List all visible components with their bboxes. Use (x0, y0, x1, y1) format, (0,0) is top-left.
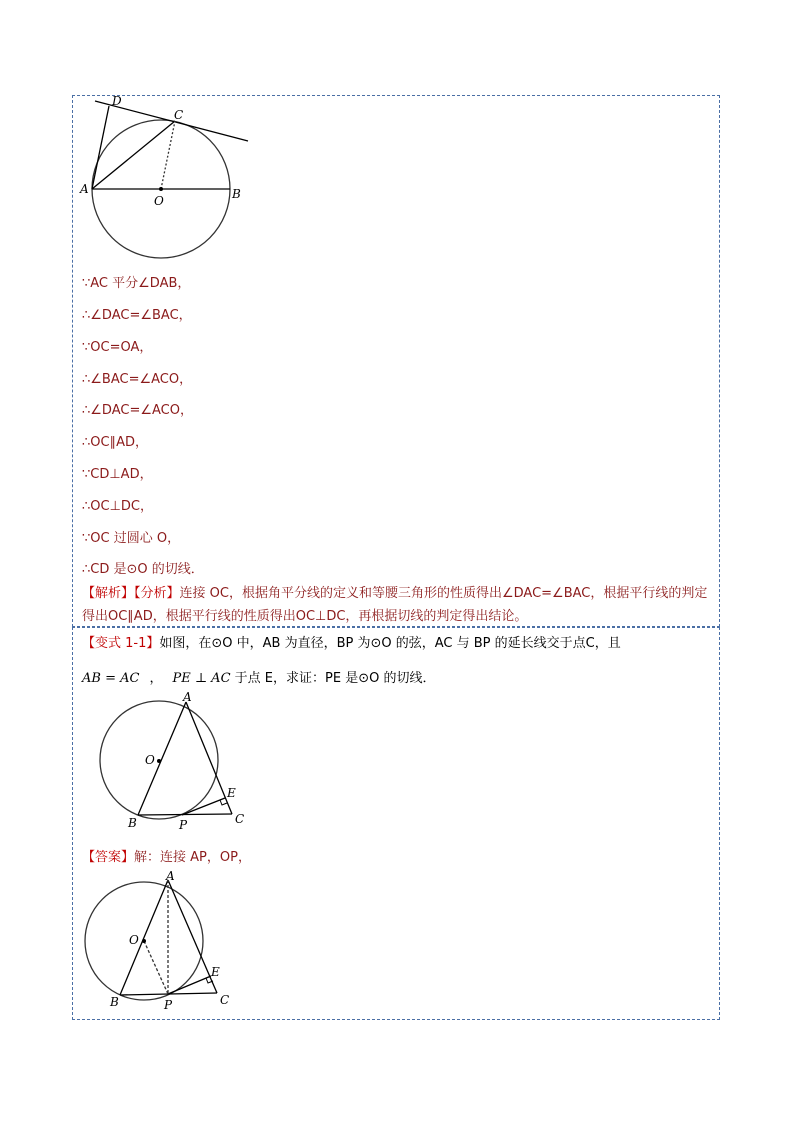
math-ab-ac: AB = AC (82, 671, 140, 686)
variant-line-1: 如图，在⊙O 中，AB 为直径，BP 为⊙O 的弦，AC 与 BP 的延长线交于点C，且 (159, 636, 621, 651)
solution-line-9: ∵OC 过圆心 O， (82, 531, 181, 546)
variant-line-2: AB = AC ， PE ⊥ AC 于点 E，求证：PE 是⊙O 的切线． (82, 671, 436, 686)
solution-line-7: ∵CD⊥AD， (82, 467, 153, 482)
label-a: A (80, 182, 89, 196)
label-e: E (227, 786, 236, 800)
label-p: P (164, 998, 173, 1012)
label-p: P (179, 818, 188, 832)
variant-paragraph (82, 632, 714, 655)
variant-line-2-rest: 于点 E，求证：PE 是⊙O 的切线． (234, 671, 436, 686)
figure-circle-triangle (95, 692, 255, 837)
label-b: B (110, 995, 119, 1009)
label-d: D (112, 94, 122, 108)
analysis-tag: 【解析】 (82, 586, 135, 601)
label-a: A (183, 692, 192, 704)
answer-line (82, 846, 251, 865)
solution-line-4: ∴∠BAC=∠ACO， (82, 372, 193, 387)
figure-circle-triangle-construction (78, 868, 243, 1013)
solution-line-6: ∴OC∥AD， (82, 435, 148, 450)
label-b: B (232, 187, 241, 201)
label-c: C (235, 812, 245, 826)
solution-line-3: ∵OC=OA， (82, 340, 153, 355)
analysis-sub-tag: 【分析】 (134, 586, 180, 601)
solution-line-1: ∵AC 平分∠DAB， (82, 276, 191, 291)
label-o: O (154, 194, 164, 208)
variant-tag: 【变式 1-1】 (82, 636, 160, 651)
label-e: E (211, 965, 220, 979)
solution-line-8: ∴OC⊥DC， (82, 499, 153, 514)
label-c: C (220, 993, 230, 1007)
label-o: O (145, 753, 155, 767)
answer-tag: 【答案】 (82, 850, 135, 865)
solution-line-10: ∴CD 是⊙O 的切线． (82, 562, 204, 577)
analysis-paragraph (82, 582, 714, 628)
label-c: C (174, 108, 184, 122)
label-o: O (129, 933, 139, 947)
solution-line-5: ∴∠DAC=∠ACO， (82, 403, 193, 418)
figure-circle-tangent (75, 92, 260, 262)
label-b: B (128, 816, 137, 830)
label-a: A (166, 869, 175, 883)
math-pe-perp-ac: PE ⊥ AC (172, 671, 231, 686)
solution-line-2: ∴∠DAC=∠BAC， (82, 308, 192, 323)
answer-text: 解：连接 AP，OP， (134, 850, 251, 865)
analysis-text: 连接 OC，根据角平分线的定义和等腰三角形的性质得出∠DAC=∠BAC，根据平行线的判定得出OC∥AD，根据平行线的性质得出OC⊥DC，再根据切线的判定得出结论。 (82, 586, 708, 624)
